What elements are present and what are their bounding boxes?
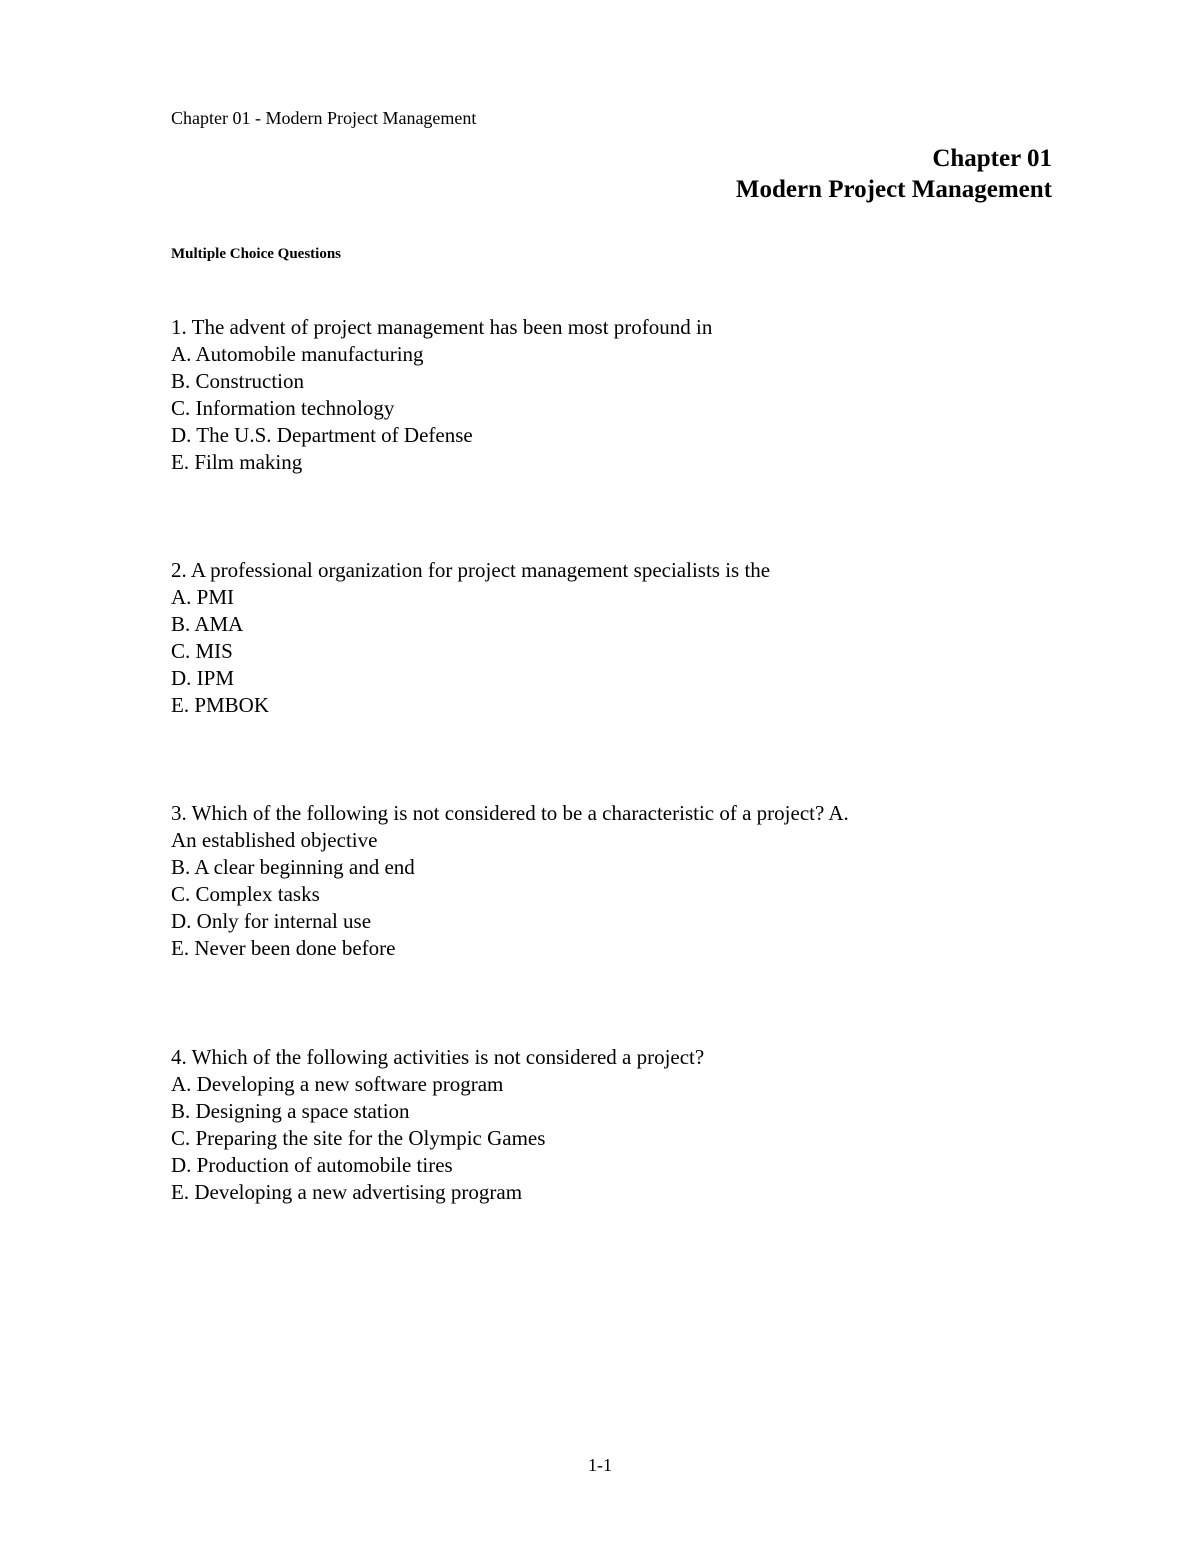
question-2	[171, 557, 871, 719]
answer-option: A. Developing a new software program	[171, 1072, 504, 1096]
answer-option: E. Never been done before	[171, 936, 396, 960]
answer-option: E. PMBOK	[171, 693, 270, 717]
answer-options	[171, 341, 871, 476]
answer-option: D. Production of automobile tires	[171, 1153, 453, 1177]
answer-option: A. Automobile manufacturing	[171, 342, 424, 366]
question-stem: 1. The advent of project management has been most profound in	[171, 315, 713, 339]
answer-option: B. A clear beginning and end	[171, 855, 415, 879]
question-stem: 2. A professional organization for project management specialists is the	[171, 558, 771, 582]
answer-option: C. Information technology	[171, 396, 395, 420]
answer-option: C. Preparing the site for the Olympic Games	[171, 1126, 546, 1150]
page-number: 1-1	[588, 1455, 612, 1475]
answer-options	[171, 584, 871, 719]
question-stem: 4. Which of the following activities is not considered a project?	[171, 1045, 705, 1069]
answer-option: B. AMA	[171, 612, 244, 636]
chapter-name: Modern Project Management	[735, 176, 1052, 203]
answer-option: B. Construction	[171, 369, 305, 393]
answer-option: E. Film making	[171, 450, 303, 474]
answer-option: D. Only for internal use	[171, 909, 372, 933]
answer-options	[171, 854, 871, 962]
answer-option: D. The U.S. Department of Defense	[171, 423, 473, 447]
answer-option: A. PMI	[171, 585, 235, 609]
section-heading: Multiple Choice Questions	[171, 246, 342, 262]
question-3	[171, 800, 871, 962]
question-1	[171, 314, 871, 476]
answer-option: B. Designing a space station	[171, 1099, 410, 1123]
chapter-title	[736, 143, 1052, 205]
question-4	[171, 1044, 871, 1206]
running-header: Chapter 01 - Modern Project Management	[171, 108, 477, 128]
answer-options	[171, 1071, 871, 1206]
answer-option: E. Developing a new advertising program	[171, 1180, 523, 1204]
answer-option: C. Complex tasks	[171, 882, 320, 906]
question-stem: 3. Which of the following is not considered to be a characteristic of a project? A. An established objective	[171, 801, 849, 852]
answer-option: C. MIS	[171, 639, 233, 663]
chapter-number: Chapter 01	[932, 145, 1052, 172]
answer-option: D. IPM	[171, 666, 235, 690]
